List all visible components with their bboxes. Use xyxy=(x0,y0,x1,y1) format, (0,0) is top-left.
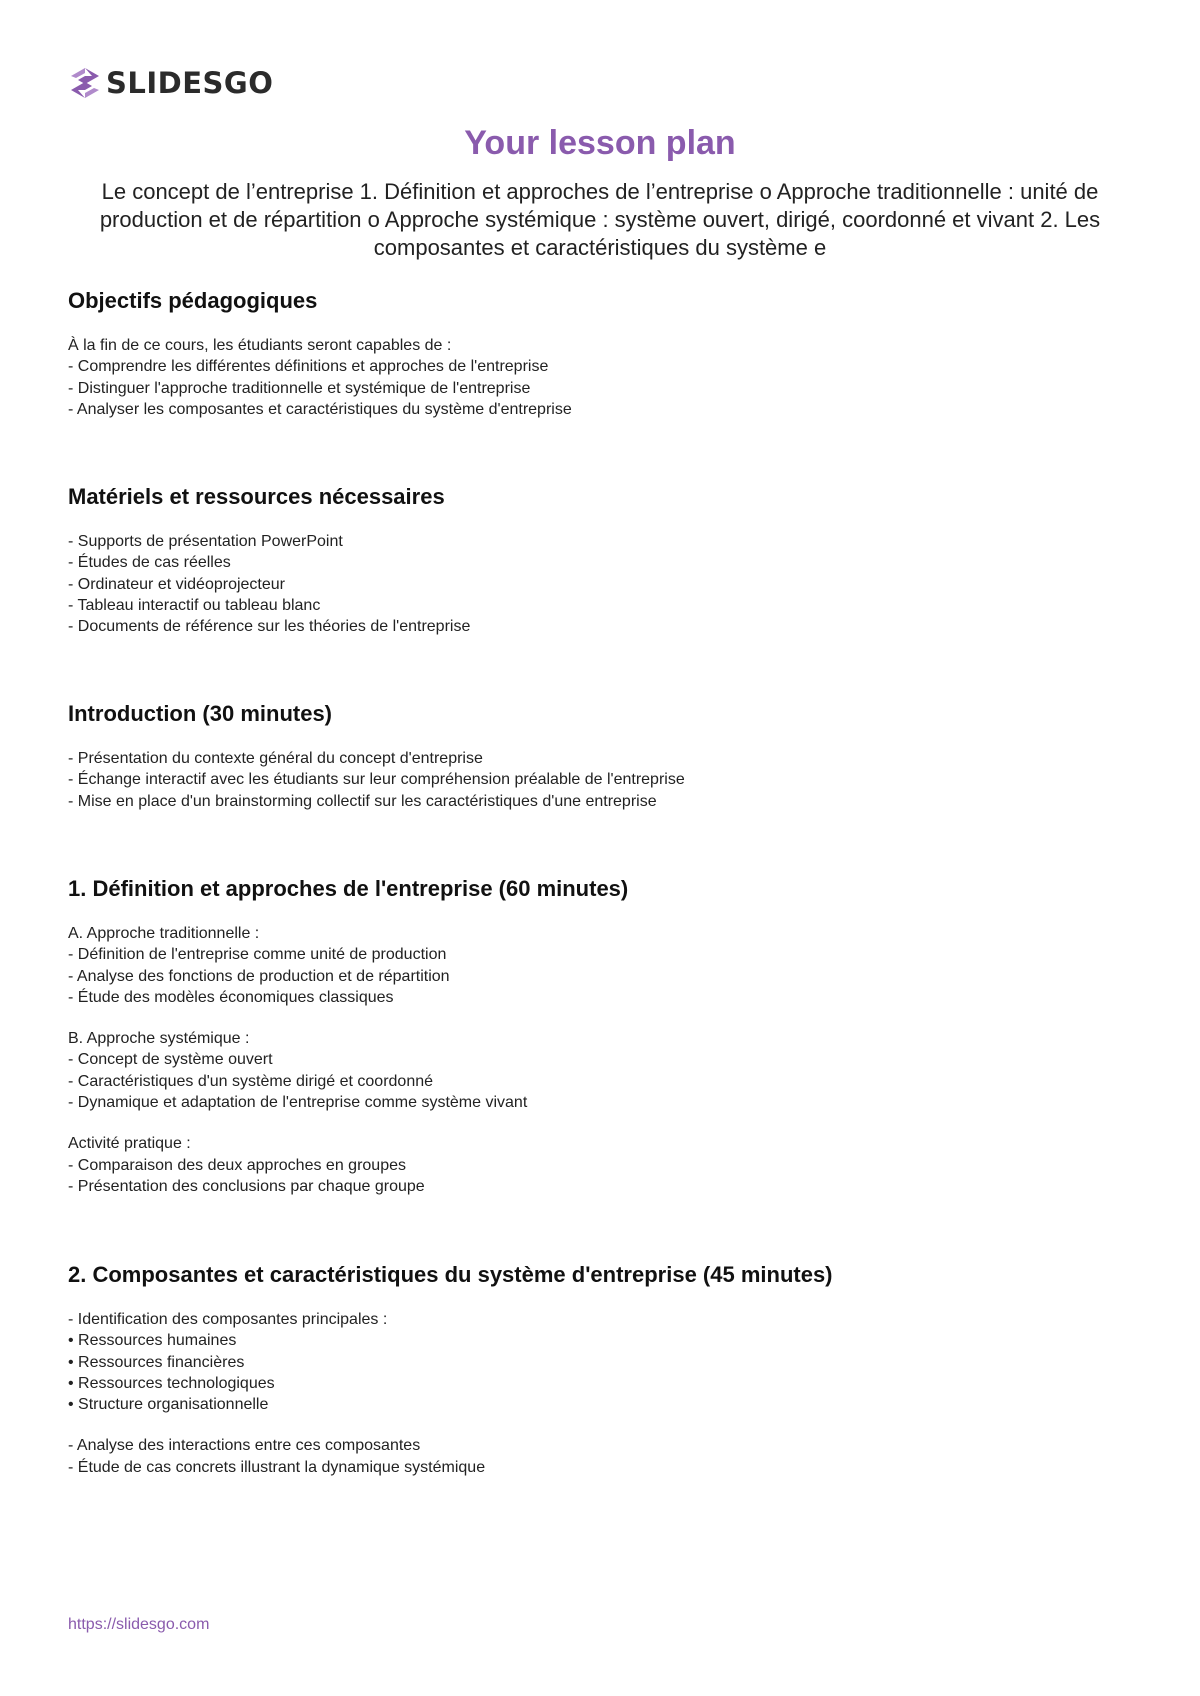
section-composantes xyxy=(68,1262,1128,1478)
body-line: - Caractéristiques d'un système dirigé et coordonné xyxy=(68,1072,434,1090)
body-line: - Présentation des conclusions par chaque groupe xyxy=(68,1177,425,1195)
body-line: • Ressources technologiques xyxy=(68,1374,275,1392)
body-line: - Échange interactif avec les étudiants sur leur compréhension préalable de l'entreprise xyxy=(68,771,685,789)
section-objectifs xyxy=(68,288,1128,420)
body-line: - Études de cas réelles xyxy=(68,554,231,572)
body-line: - Analyse des interactions entre ces composantes xyxy=(68,1437,421,1455)
section-heading: 2. Composantes et caractéristiques du système d'entreprise (45 minutes) xyxy=(68,1262,833,1287)
block-spacer xyxy=(68,1113,1128,1133)
body-line: Activité pratique : xyxy=(68,1135,191,1153)
section-heading: 1. Définition et approches de l'entreprise (60 minutes) xyxy=(68,876,629,901)
section-introduction xyxy=(68,701,1128,812)
section-definition-approches xyxy=(68,876,1128,1197)
body-line: - Dynamique et adaptation de l'entreprise comme système vivant xyxy=(68,1094,528,1112)
body-line: - Étude des modèles économiques classiques xyxy=(68,988,394,1006)
section-materiels xyxy=(68,484,1128,637)
body-line: - Analyser les composantes et caractéristiques du système d'entreprise xyxy=(68,400,572,418)
slidesgo-logo xyxy=(68,66,273,100)
body-line: • Ressources financières xyxy=(68,1353,245,1371)
body-line: - Ordinateur et vidéoprojecteur xyxy=(68,575,285,593)
body-line: - Comparaison des deux approches en groupes xyxy=(68,1156,406,1174)
body-line: - Supports de présentation PowerPoint xyxy=(68,533,343,550)
lesson-summary: Le concept de l’entreprise 1. Définition et approches de l’entreprise o Approche traditionnelle : unité de production et de répartition o Approche systémique : système ouvert, dirigé, coordonné et vivant 2. Les composantes et caractéristiques du système e xyxy=(99,179,1101,260)
body-line: - Comprendre les différentes définitions et approches de l'entreprise xyxy=(68,358,549,376)
page-title: Your lesson plan xyxy=(464,124,736,162)
slidesgo-logo-icon xyxy=(68,66,102,100)
section-heading: Introduction (30 minutes) xyxy=(68,701,332,726)
body-line: - Distinguer l'approche traditionnelle et systémique de l'entreprise xyxy=(68,379,531,397)
body-line: • Ressources humaines xyxy=(68,1332,237,1350)
body-line: À la fin de ce cours, les étudiants seront capables de : xyxy=(68,337,452,354)
logo-text: SLIDESGO xyxy=(106,66,274,100)
body-line: - Mise en place d'un brainstorming collectif sur les caractéristiques d'une entreprise xyxy=(68,792,657,810)
body-line: • Structure organisationnelle xyxy=(68,1396,269,1414)
body-line: A. Approche traditionnelle : xyxy=(68,925,260,942)
block-spacer xyxy=(68,1008,1128,1028)
body-line: - Concept de système ouvert xyxy=(68,1051,273,1069)
body-line: - Tableau interactif ou tableau blanc xyxy=(68,596,321,614)
body-line: - Analyse des fonctions de production et de répartition xyxy=(68,967,450,985)
footer-link[interactable]: https://slidesgo.com xyxy=(68,1616,210,1633)
body-line: - Documents de référence sur les théories de l'entreprise xyxy=(68,618,471,636)
body-line: - Identification des composantes principales : xyxy=(68,1311,388,1328)
body-line: - Définition de l'entreprise comme unité de production xyxy=(68,946,447,964)
section-heading: Matériels et ressources nécessaires xyxy=(68,484,445,509)
section-heading: Objectifs pédagogiques xyxy=(68,288,318,313)
body-line: - Présentation du contexte général du concept d'entreprise xyxy=(68,750,483,767)
body-line: B. Approche systémique : xyxy=(68,1030,250,1048)
block-spacer xyxy=(68,1415,1128,1435)
body-line: - Étude de cas concrets illustrant la dynamique systémique xyxy=(68,1458,486,1476)
